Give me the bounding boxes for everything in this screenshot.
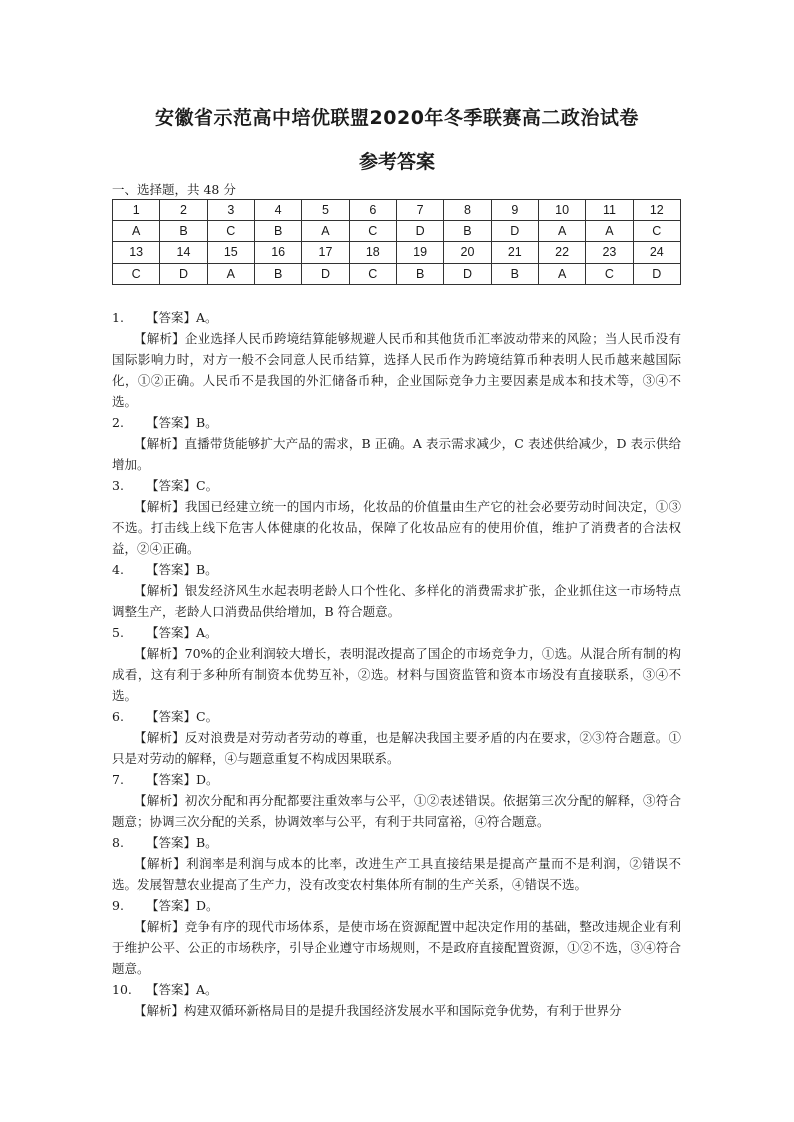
answer-text: 【答案】C。: [146, 709, 219, 724]
list-item: [112, 475, 681, 559]
table-cell: 20: [444, 242, 491, 263]
table-cell: 8: [444, 200, 491, 221]
list-item: [112, 706, 681, 769]
document-subtitle: 参考答案: [358, 151, 435, 173]
table-row: [113, 200, 681, 221]
table-cell: B: [396, 263, 443, 284]
question-number: 5.: [112, 625, 124, 640]
table-cell: 10: [538, 200, 585, 221]
table-cell: 12: [633, 200, 680, 221]
list-item: [112, 412, 681, 475]
answer-text: 【答案】A。: [146, 310, 218, 325]
document-title: 安徽省示范高中培优联盟2020年冬季联赛高二政治试卷: [155, 107, 639, 129]
answer-list: [112, 307, 681, 1021]
table-cell: D: [491, 221, 538, 242]
answer-line: [112, 622, 681, 643]
table-cell: 9: [491, 200, 538, 221]
table-cell: C: [207, 221, 254, 242]
table-cell: A: [586, 221, 633, 242]
table-cell: B: [444, 221, 491, 242]
answer-text: 【答案】A。: [146, 982, 218, 997]
answer-line: [112, 832, 681, 853]
answer-line: [112, 706, 681, 727]
table-cell: C: [349, 263, 396, 284]
question-number: 1.: [112, 310, 124, 325]
answer-line: [112, 559, 681, 580]
table-cell: C: [586, 263, 633, 284]
table-cell: B: [160, 221, 207, 242]
table-cell: D: [160, 263, 207, 284]
table-cell: 24: [633, 242, 680, 263]
table-cell: C: [349, 221, 396, 242]
table-cell: 17: [302, 242, 349, 263]
table-cell: 2: [160, 200, 207, 221]
list-item: [112, 895, 681, 979]
question-number: 9.: [112, 898, 124, 913]
table-cell: 7: [396, 200, 443, 221]
answer-line: [112, 475, 681, 496]
table-cell: A: [113, 221, 160, 242]
table-row: [113, 242, 681, 263]
table-cell: 16: [254, 242, 301, 263]
table-cell: 22: [538, 242, 585, 263]
table-cell: A: [538, 263, 585, 284]
table-row: [113, 221, 681, 242]
answer-line: [112, 412, 681, 433]
question-number: 8.: [112, 835, 124, 850]
explanation-text: 【解析】利润率是利润与成本的比率，改进生产工具直接结果是提高产量而不是利润，②错误不选。发展智慧农业提高了生产力，没有改变农村集体所有制的生产关系，④错误不选。: [112, 856, 681, 892]
table-cell: 14: [160, 242, 207, 263]
table-cell: D: [444, 263, 491, 284]
answer-text: 【答案】D。: [146, 898, 219, 913]
list-item: [112, 979, 681, 1021]
question-number: 7.: [112, 772, 124, 787]
section-heading: 一、选择题，共 48 分: [112, 182, 236, 197]
table-row: [113, 263, 681, 284]
answer-text: 【答案】D。: [146, 772, 219, 787]
answer-text: 【答案】B。: [146, 415, 218, 430]
list-item: [112, 559, 681, 622]
answer-line: [112, 769, 681, 790]
table-cell: 1: [113, 200, 160, 221]
table-cell: D: [396, 221, 443, 242]
table-cell: D: [302, 263, 349, 284]
table-cell: A: [538, 221, 585, 242]
explanation-text: 【解析】银发经济风生水起表明老龄人口个性化、多样化的消费需求扩张，企业抓住这一市场特点调整生产，老龄人口消费品供给增加，B 符合题意。: [112, 583, 681, 619]
table-cell: 15: [207, 242, 254, 263]
answer-line: [112, 307, 681, 328]
explanation-text: 【解析】企业选择人民币跨境结算能够规避人民币和其他货币汇率波动带来的风险；当人民币没有国际影响力时，对方一般不会同意人民币结算，选择人民币作为跨境结算币种表明人民币越来越国际化，①②正确。人民币不是我国的外汇储备币种，企业国际竞争力主要因素是成本和技术等，③④不选。: [112, 331, 681, 409]
table-cell: B: [491, 263, 538, 284]
table-cell: B: [254, 221, 301, 242]
table-cell: 19: [396, 242, 443, 263]
answer-table: [112, 199, 681, 285]
answer-line: [112, 895, 681, 916]
explanation-text: 【解析】构建双循环新格局目的是提升我国经济发展水平和国际竞争优势，有利于世界分: [134, 1003, 622, 1018]
answer-text: 【答案】B。: [146, 562, 218, 577]
explanation-text: 【解析】70%的企业利润较大增长，表明混改提高了国企的市场竞争力，①选。从混合所有制的构成看，这有利于多种所有制资本优势互补，②选。材料与国资监管和资本市场没有直接联系，③④不选。: [112, 646, 681, 703]
table-cell: A: [207, 263, 254, 284]
explanation-text: 【解析】我国已经建立统一的国内市场，化妆品的价值量由生产它的社会必要劳动时间决定，①③不选。打击线上线下危害人体健康的化妆品，保障了化妆品应有的使用价值，维护了消费者的合法权益，②④正确。: [112, 499, 681, 556]
table-cell: 11: [586, 200, 633, 221]
table-cell: 18: [349, 242, 396, 263]
explanation-text: 【解析】初次分配和再分配都要注重效率与公平，①②表述错误。依据第三次分配的解释，③符合题意；协调三次分配的关系，协调效率与公平，有利于共同富裕，④符合题意。: [112, 793, 681, 829]
table-cell: 23: [586, 242, 633, 263]
answer-line: [112, 979, 681, 1000]
table-cell: 21: [491, 242, 538, 263]
list-item: [112, 769, 681, 832]
explanation-text: 【解析】直播带货能够扩大产品的需求，B 正确。A 表示需求减少，C 表述供给减少，D 表示供给增加。: [112, 436, 681, 472]
table-cell: 6: [349, 200, 396, 221]
answer-text: 【答案】A。: [146, 625, 218, 640]
explanation-text: 【解析】反对浪费是对劳动者劳动的尊重，也是解决我国主要矛盾的内在要求，②③符合题意。①只是对劳动的解释，④与题意重复不构成因果联系。: [112, 730, 681, 766]
table-cell: D: [633, 263, 680, 284]
question-number: 2.: [112, 415, 124, 430]
list-item: [112, 622, 681, 706]
table-cell: A: [302, 221, 349, 242]
answer-text: 【答案】C。: [146, 478, 219, 493]
table-cell: 5: [302, 200, 349, 221]
question-number: 3.: [112, 478, 124, 493]
table-cell: B: [254, 263, 301, 284]
table-cell: C: [633, 221, 680, 242]
explanation-text: 【解析】竞争有序的现代市场体系，是使市场在资源配置中起决定作用的基础，整改违规企业有利于维护公平、公正的市场秩序，引导企业遵守市场规则，不是政府直接配置资源，①②不选，③④符合题意。: [112, 919, 681, 976]
answer-text: 【答案】B。: [146, 835, 218, 850]
question-number: 6.: [112, 709, 124, 724]
table-cell: 4: [254, 200, 301, 221]
table-cell: 13: [113, 242, 160, 263]
question-number: 4.: [112, 562, 124, 577]
list-item: [112, 307, 681, 412]
table-cell: 3: [207, 200, 254, 221]
question-number: 10.: [112, 982, 132, 997]
list-item: [112, 832, 681, 895]
table-cell: C: [113, 263, 160, 284]
